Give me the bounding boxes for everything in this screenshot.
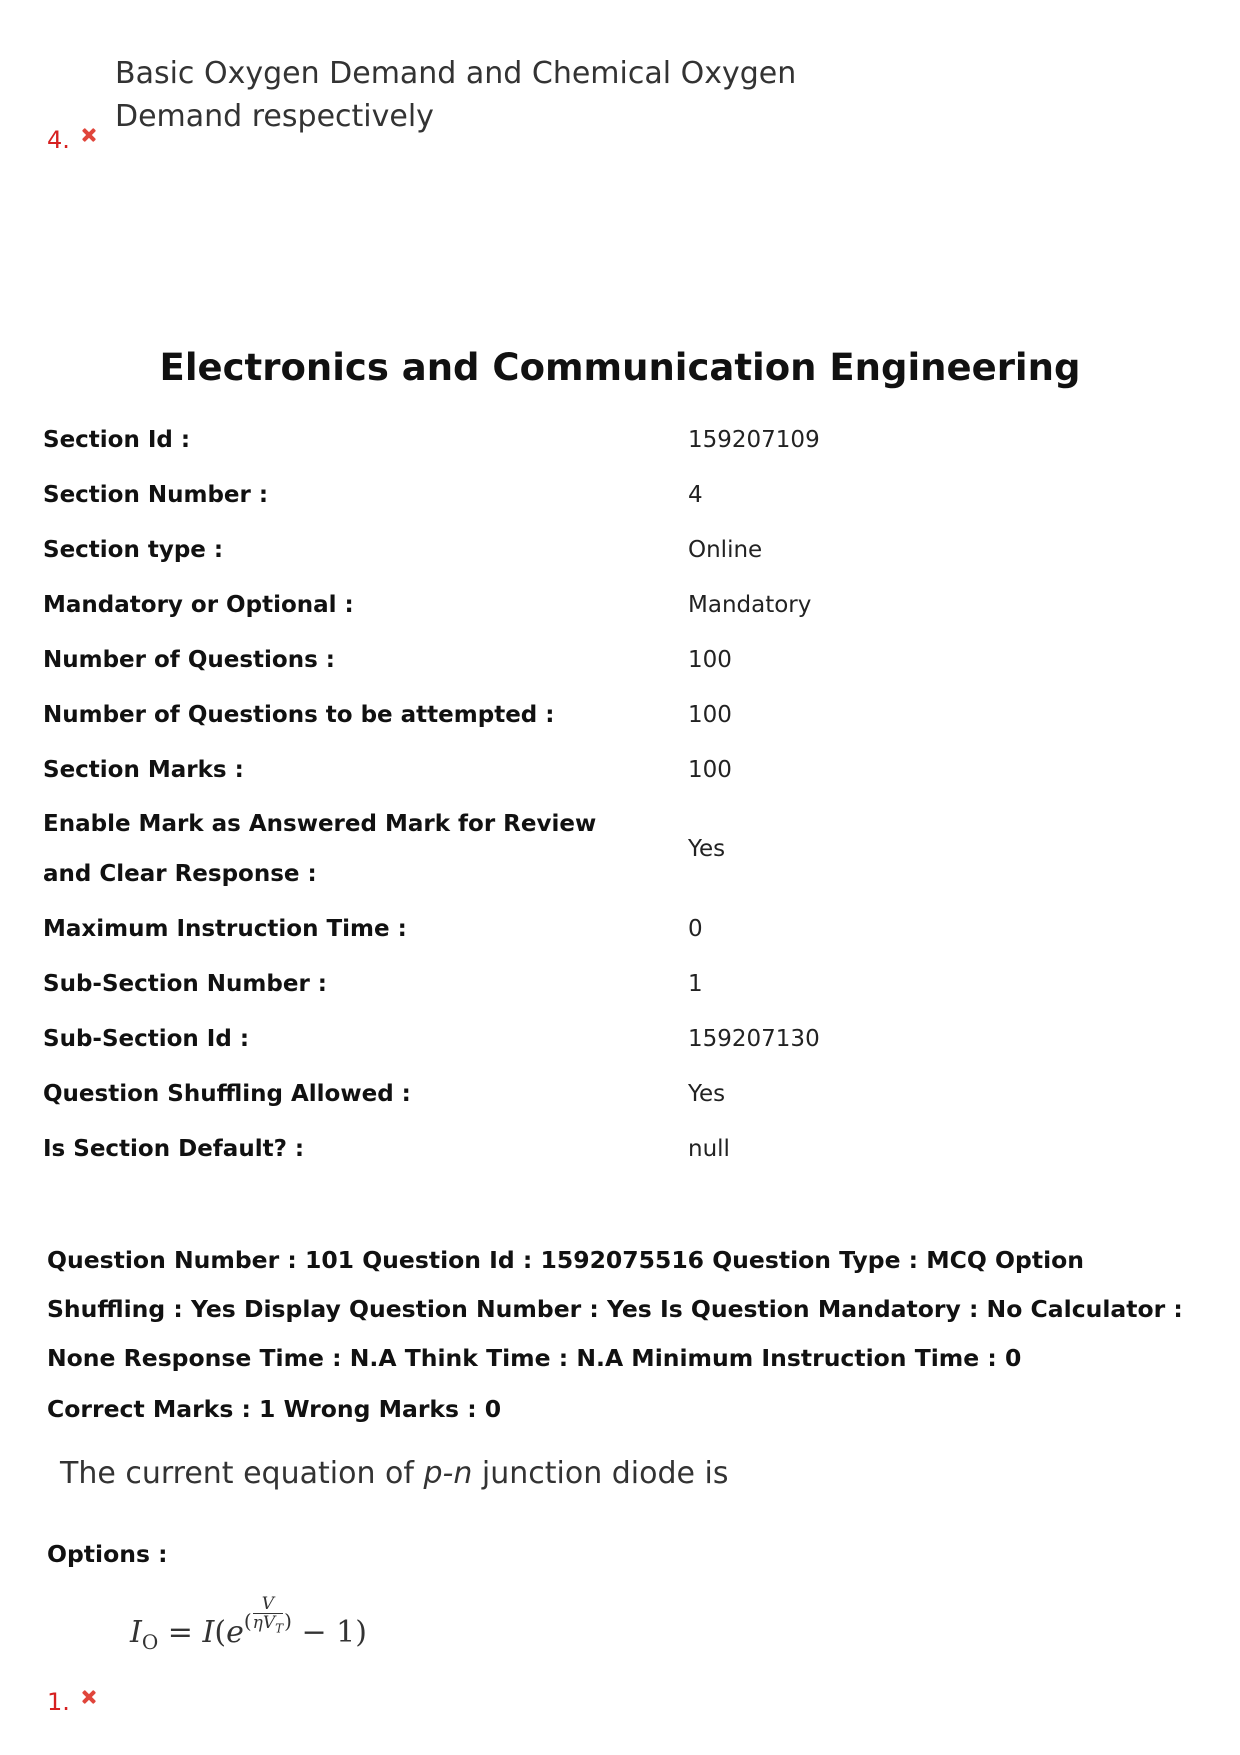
info-value: 100	[688, 756, 732, 783]
formula-exp-den-sub: T	[275, 1621, 284, 1636]
option-4-number: 4.	[47, 126, 70, 154]
section-info-table	[43, 412, 1183, 1176]
formula-open: (	[214, 1615, 227, 1650]
question-marks: Correct Marks : 1 Wrong Marks : 0	[47, 1395, 502, 1423]
question-text	[60, 1456, 728, 1491]
info-label: Number of Questions :	[43, 646, 335, 673]
formula-exp-paren-open: (	[243, 1609, 252, 1633]
info-row-num-attempted	[43, 687, 1183, 742]
info-label: Mandatory or Optional :	[43, 591, 354, 618]
formula-exp-paren-close: )	[284, 1609, 292, 1633]
info-value: null	[688, 1135, 730, 1162]
formula-eq: =	[158, 1615, 203, 1650]
formula-rhs-i: I	[202, 1615, 215, 1650]
formula-exp-den-main: ηV	[252, 1613, 276, 1633]
question-text-em: p-n	[423, 1456, 473, 1491]
info-value: Online	[688, 536, 763, 563]
info-row-num-questions	[43, 632, 1183, 687]
option-4-number-row	[47, 126, 96, 154]
formula-e: e	[226, 1615, 244, 1650]
formula-exponent-fraction	[253, 1595, 283, 1637]
formula-exp-den	[253, 1614, 283, 1637]
info-value: 100	[688, 701, 732, 728]
info-label: Sub-Section Number :	[43, 970, 328, 997]
info-row-subsection-id	[43, 1011, 1183, 1066]
option-1-formula	[130, 1595, 367, 1654]
info-value: 159207109	[688, 426, 820, 453]
info-value: Mandatory	[688, 591, 812, 618]
info-value: 100	[688, 646, 732, 673]
formula-lhs: I	[130, 1615, 142, 1650]
info-row-section-marks	[43, 742, 1183, 797]
option-1-number-row	[47, 1688, 96, 1716]
options-label: Options :	[47, 1540, 168, 1568]
info-value: Yes	[688, 836, 726, 862]
info-label: Section type :	[43, 536, 224, 563]
cross-icon	[82, 1690, 96, 1704]
info-label: Maximum Instruction Time :	[43, 915, 407, 942]
info-row-section-id	[43, 412, 1183, 467]
info-row-section-type	[43, 522, 1183, 577]
info-row-subsection-number	[43, 956, 1183, 1011]
info-row-enable-mark	[43, 797, 1183, 901]
question-meta: Question Number : 101 Question Id : 1592075516 Question Type : MCQ Option Shuffling : Yes Display Question Number : Yes Is Question Mandatory : No Calculator : None Response Time : N.A Think Time : N.A Minimum Instruction Time : 0	[47, 1246, 1183, 1372]
formula-exp-num: V	[253, 1595, 283, 1614]
info-value: 159207130	[688, 1025, 820, 1052]
formula-tail: − 1)	[291, 1615, 367, 1650]
cross-icon	[82, 128, 96, 142]
info-value: 4	[688, 481, 703, 508]
section-title: Electronics and Communication Engineering	[159, 346, 1081, 389]
info-value: Yes	[688, 1080, 726, 1107]
info-row-shuffling	[43, 1066, 1183, 1121]
info-value: 1	[688, 970, 703, 997]
info-value: 0	[688, 915, 703, 942]
info-row-max-instruction-time	[43, 901, 1183, 956]
info-label: Section Number :	[43, 481, 269, 508]
question-text-after: junction diode is	[472, 1456, 729, 1491]
info-label: Section Id :	[43, 426, 191, 453]
info-row-mandatory	[43, 577, 1183, 632]
formula-lhs-sub: O	[141, 1630, 159, 1654]
info-label: Question Shuffling Allowed :	[43, 1080, 411, 1107]
info-label: Number of Questions to be attempted :	[43, 701, 555, 728]
question-text-before: The current equation of	[60, 1456, 424, 1491]
info-label: Enable Mark as Answered Mark for Review and Clear Response :	[43, 811, 597, 887]
option-4-text: Basic Oxygen Demand and Chemical Oxygen Demand respectively	[115, 56, 797, 134]
info-label: Sub-Section Id :	[43, 1025, 250, 1052]
info-label: Section Marks :	[43, 756, 244, 783]
info-label: Is Section Default? :	[43, 1135, 305, 1162]
option-1-number: 1.	[47, 1688, 70, 1716]
info-row-section-number	[43, 467, 1183, 522]
info-row-section-default	[43, 1121, 1183, 1176]
